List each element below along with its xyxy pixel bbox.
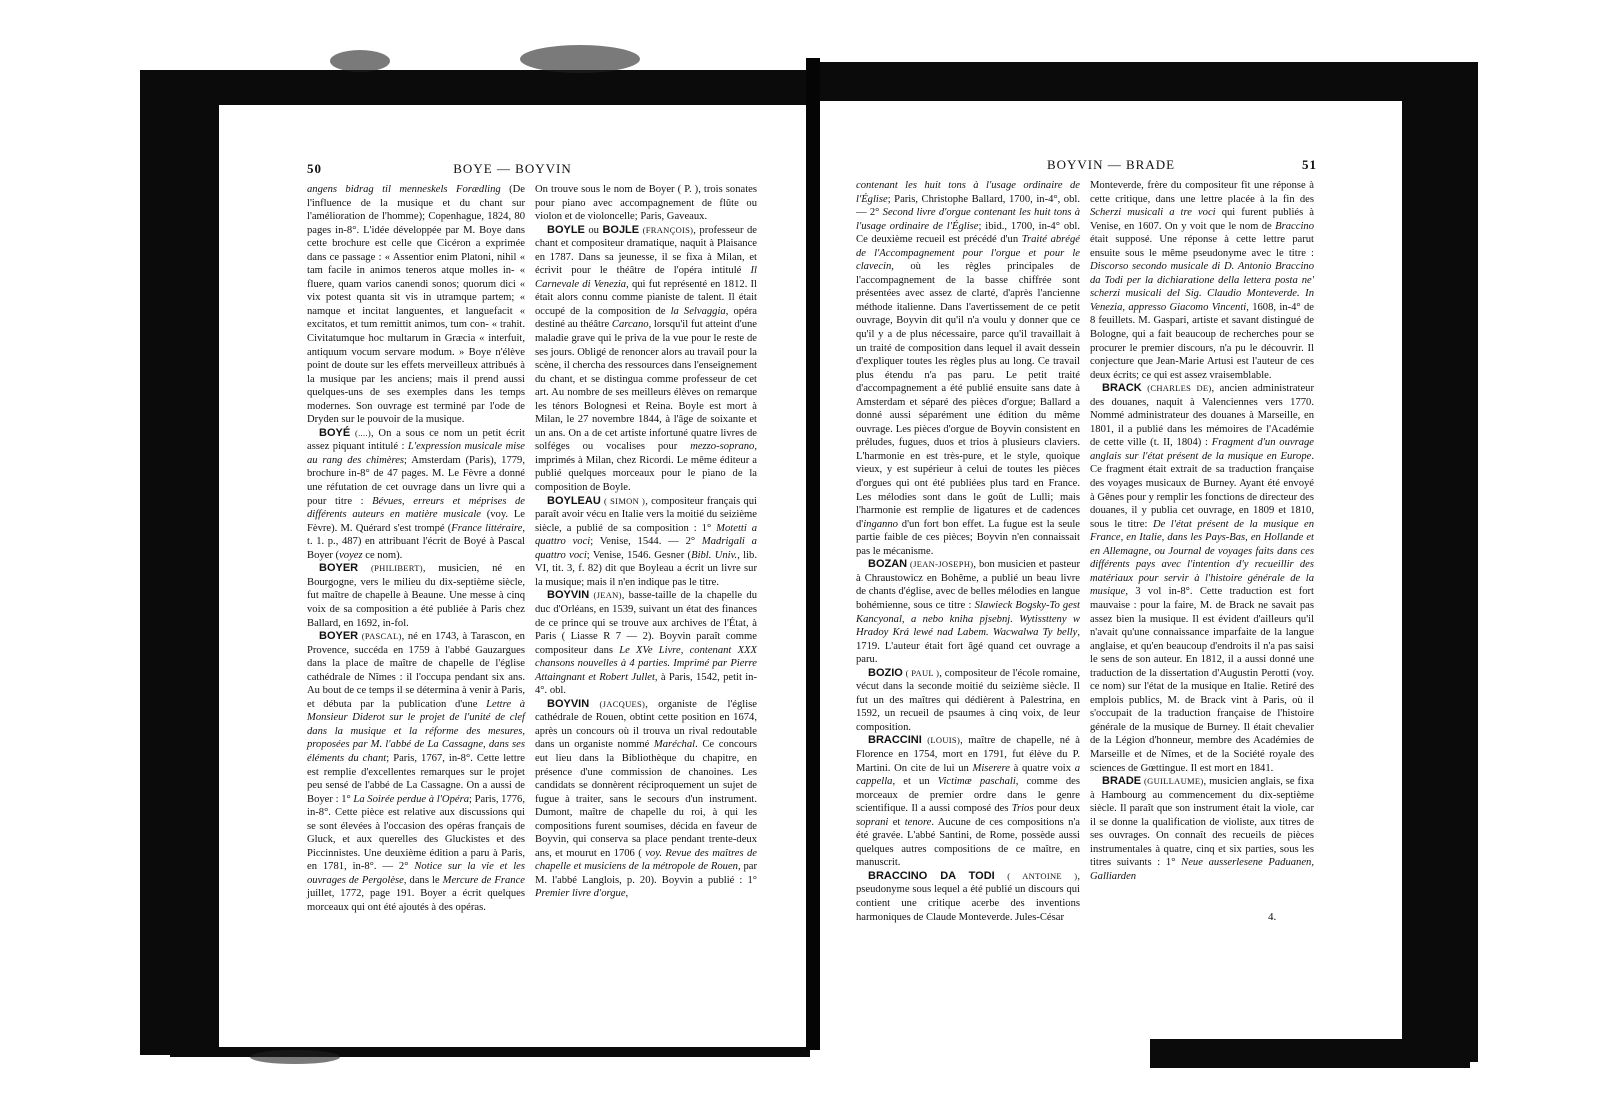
italic-title: mezzo-soprano xyxy=(690,441,755,453)
entry-firstname: ( SIMON ) xyxy=(604,495,646,506)
italic-title: Motetti a quattro voci xyxy=(535,522,758,548)
italic-title: Il Carnevale di Venezia xyxy=(535,265,757,290)
italic-title: Lettre à Monsieur Diderot sur le projet de l'unité de clef dans la musique et la réforme des mesures, proposées par M. l'abbé de La Cassagne, dans ses éléments du chant xyxy=(307,698,526,764)
entry-firstname: ( PAUL ) xyxy=(905,667,940,678)
italic-title: La Soirée perdue à l'Opéra xyxy=(353,793,470,805)
entry-firstname: ( ANTOINE ) xyxy=(1007,870,1078,881)
italic-title: Neue ausserlesene Paduanen, Galliarden xyxy=(1090,857,1314,882)
dictionary-entry: BRADE (GUILLAUME), musicien anglais, se fixa à Hambourg au commencement du dix-septième siècle. Il paraît que son instrument était la viole, car il se donne la qualification de violiste, aux titres de ses ouvrages. On connaît des recueils de pièces instrumentales à quatre, cinq et six parties, sous les titres suivants : 1° Neue ausserlesene Paduanen, Galliarden xyxy=(1090,775,1314,882)
italic-title: Madrigali a quattro voci xyxy=(535,536,757,561)
italic-title: voyez xyxy=(339,549,363,561)
dictionary-entry: BOYVIN (JACQUES), organiste de l'église cathédrale de Rouen, obtint cette position en 1674, après un concours où il trouva un rival redoutable dans un organiste nommé Maréchal. Ce concours eut lieu dans la Bibliothèque du chapitre, en présence d'une commission de chanoines. Les candidats se donnèrent réciproquement un sujet de fugue à traiter, sans le secours d'un instrument. Dumont, maître de chapelle du roi, à qui les compositions furent soumises, décida en faveur de Boyvin, qui conserva sa place pendant trente-deux ans, et mourut en 1706 ( voy. Revue des maîtres de chapelle et musiciens de la métropole de Rouen, par M. l'abbé Langlois, p. 20). Boyvin a publié : 1° Premier livre d'orgue, xyxy=(535,697,758,900)
running-head-title: BOYVIN — BRADE xyxy=(1046,157,1176,172)
italic-title: Bévues, erreurs et méprises de différents auteurs en matière musicale xyxy=(307,495,525,521)
scan-border-right-side xyxy=(1398,62,1478,1062)
italic-title: Scherzi musicali a tre voci xyxy=(1090,207,1216,219)
italic-title: contenant les huit tons à l'usage ordinaire de l'Église xyxy=(856,180,1080,205)
scan-border-left-top xyxy=(140,70,820,110)
entry-headword: BOYVIN xyxy=(547,697,590,710)
italic-title: Bibl. Univ. xyxy=(691,549,738,561)
continued-paragraph: Monteverde, frère du compositeur fit une réponse à cette critique, dans une lettre placée à la fin des Scherzi musicali a tre voci qui furent publiés à Venise, en 1607. On y voit que le nom de Braccino était supposé. Une réponse à cette lettre parut ensuite sous le même pseudonyme avec le titre : Discorso secondo musicale di D. Antonio Braccino da Todi per la dichiaratione della lettera posta ne' scherzi musicali del Sig. Claudio Monteverde. In Venezia, appresso Giacomo Vincenti, 1608, in-4° de 8 feuillets. M. Gaspari, artiste et savant distingué de Bologne, qui a fait beaucoup de recherches pour se procurer le premier discours, n'a pu le découvrir. Il conjecture que Jean-Marie Artusi est l'auteur de ces deux écrits; ce qui est assez vraisemblable. xyxy=(1090,180,1315,381)
italic-title: Braccino xyxy=(1275,220,1314,232)
running-head-title: BOYE — BOYVIN xyxy=(453,161,572,176)
running-head xyxy=(219,161,806,179)
continued-paragraph: angens bidrag til menneskels Forædling (De l'influence de la musique et du chant sur l'amélioration de l'homme); Copenhague, 1824, 80 pages in-8°. L'idée développée par M. Boye dans cette brochure est celle que Cicéron a exprimée dans ce passage : « Assentior enim Platoni, nihil « tam facile in animos teneros atque molles in- « fluere, quam varios canendi sonos; quorum dici « vix potest quanta sit vis in utramque partem; « namque et incitat languentes, et languefacit « excitatos, et tum remittit animos, tum con- « trahit. Civitatumque hoc multarum in Græcia « interfuit, antiquum vocum servare modum. » Boye n'élève point de doute sur les effets merveilleux attribués à la musique par les anciens; mais il prend aussi quelques-uns de ses exemples dans les temps modernes. Son ouvrage est terminé par l'ode de Dryden sur le pouvoir de la musique. xyxy=(307,184,525,426)
dictionary-entry: BRACCINO DA TODI ( ANTOINE ), pseudonyme sous lequel a été publié un discours qui contient une critique acerbe des inventions harmoniques de Claude Monteverde. Jules-César xyxy=(856,869,1080,923)
entry-firstname: (PASCAL) xyxy=(361,631,402,642)
entry-firstname: (GUILLAUME) xyxy=(1144,776,1204,787)
italic-title: la Selvaggia xyxy=(670,305,726,317)
italic-title: Carcano xyxy=(611,319,649,331)
entry-headword: BOZIO xyxy=(868,666,903,679)
entry-firstname: (JACQUES) xyxy=(599,698,646,709)
italic-title: France littéraire xyxy=(451,522,523,534)
italic-title: Premier livre d'orgue, xyxy=(535,888,629,900)
scan-noise xyxy=(520,45,640,73)
italic-title: Second livre d'orgue contenant les huit tons à l'usage ordinaire de l'Église xyxy=(856,207,1081,232)
running-head xyxy=(820,157,1402,175)
scan-noise xyxy=(250,1050,340,1064)
italic-title: Fragment d'un ouvrage anglais sur l'état présent de la musique en Europe xyxy=(1090,437,1314,462)
italic-title: Traité abrégé de l'Accompagnement pour l'orgue et pour le clavecin xyxy=(856,234,1080,273)
scan-border-right-bottom xyxy=(1150,1038,1470,1068)
entry-headword: BOYER xyxy=(319,562,359,575)
italic-title: Miserere xyxy=(972,762,1010,774)
dictionary-entry: BOZAN (JEAN-JOSEPH), bon musicien et pasteur à Chraustowicz en Bohême, a publié un beau livre de chants d'église, avec de belles mélodies en langue bohémienne, sous ce titre : Slawieck Bogsky-To gest Kancyonal, a nebo kniha pjsebnj. Wytisstteny w Hradoy Krá lewé nad Labem. Wacwalwa Ty belly, 1719. L'auteur était fort âgé quand cet ouvrage a paru. xyxy=(856,558,1080,666)
dictionary-entry: BRACCINI (LOUIS), maître de chapelle, né à Florence en 1754, mort en 1791, fut élève du P. Martini. On cite de lui un Miserere à quatre voix a cappella, et un Victimæ paschali, comme des morceaux de premier ordre dans le genre scientifique. Il a aussi composé des Trios pour deux soprani et tenore. Aucune de ces compositions n'a été gravée. L'abbé Santini, de Rome, possède aussi quelques autres compositions de ce maître, en manuscrit. xyxy=(856,734,1081,869)
page-number: 50 xyxy=(307,161,322,176)
italic-title: L'expression musicale mise au rang des chimères xyxy=(307,441,525,466)
entry-headword: BOYÉ xyxy=(319,426,351,439)
entry-firstname: (JEAN) xyxy=(593,590,622,601)
italic-title: voy. Revue des maîtres de chapelle et musiciens de la métropole de Rouen xyxy=(535,847,757,873)
entry-headword: BRACCINO DA TODI xyxy=(868,869,995,882)
dictionary-entry: BOYER (PHILIBERT), musicien, né en Bourgogne, vers le milieu du dix-septième siècle, fut maître de chapelle à Beaune. Une messe à cinq voix de sa composition a été publiée à Paris chez Ballard, en 1692, in-fol. xyxy=(307,562,525,629)
italic-title: Maréchal xyxy=(653,739,696,751)
italic-title: Slawieck Bogsky-To gest Kancyonal, a nebo kniha pjsebnj. Wytisstteny w Hradoy Krá lewé nad Labem. Wacwalwa Ty belly xyxy=(856,599,1080,639)
entry-headword: BOYVIN xyxy=(547,589,590,602)
entry-headword: BOYLE xyxy=(547,223,585,236)
entry-headword: BRACCINI xyxy=(868,734,922,747)
entry-headword: BRADE xyxy=(1102,775,1142,788)
entry-firstname: (LOUIS) xyxy=(927,735,961,746)
entry-headword: BOJLE xyxy=(602,223,640,236)
italic-title: Notice sur la vie et les ouvrages de Pergolèse xyxy=(307,861,525,886)
signature-mark: 4. xyxy=(1268,911,1277,923)
italic-title: angens bidrag til menneskels Forædling xyxy=(307,184,501,195)
continued-paragraph: contenant les huit tons à l'usage ordinaire de l'Église; Paris, Christophe Ballard, 1700, in-4°, obl. — 2° Second livre d'orgue contenant les huit tons à l'usage ordinaire de l'Église; ibid., 1700, in-4° obl. Ce deuxième recueil est précédé d'un Traité abrégé de l'Accompagnement pour l'orgue et pour le clavecin, où les règles principales de l'accompagnement de la basse chiffrée sont présentées avec assez de clarté, d'après l'ancienne méthode italienne. Dans l'avertissement de ce petit ouvrage, Boyvin dit qu'il n'a voulu y donner que ce qu'il y a de plus nécessaire, parce qu'il travaillait à un traité de composition dans lequel il avait dessein d'expliquer toutes les règles plus au long. Ce travail plus étendu n'a pas paru. Le petit traité d'accompagnement a été publié ensuite sans date à Amsterdam et séparé des pièces d'orgue; Ballard a donné aussi séparément une édition du même ouvrage. Les pièces d'orgue de Boyvin consistent en préludes, fugues, duos et trios à plusieurs claviers. L'harmonie en est très-pure, et le style, quoique vieux, y est supérieur à celui de toutes les pièces d'orgues qui ont été publiées plus tard en France. Les mélodies sont dans le goût de Lulli; mais l'harmonie est remplie de ligatures et de cadences d'inganno d'un fort bon effet. La fugue est la seule partie faible de ces pièces; Boyvin n'en connaissait pas le mécanisme. xyxy=(856,180,1081,557)
dictionary-entry: BRACK (CHARLES DE), ancien administrateur des douanes, naquit à Valenciennes vers 1770. Nommé administrateur des douanes à Marseille, en 1801, il a publié dans les mémoires de l'Académie de cette ville (t. II, 1804) : Fragment d'un ouvrage anglais sur l'état présent de la musique en Europe. Ce fragment était extrait de sa traduction française des voyages musicaux de Burney. Ayant été envoyé à Gênes pour y remplir les fonctions de directeur des douanes, il y publia cet ouvrage, en 1809 et 1810, sous le titre: De l'état présent de la musique en France, en Italie, dans les Pays-Bas, en Hollande et en Allemagne, ou Journal de voyages faits dans ces différents pays avec l'intention d'y recueillir des matériaux pour servir à l'histoire générale de la musique, 3 vol in-8°. Cette traduction est fort mauvaise : pour la faire, M. de Brack ne savait pas assez bien la musique. Il est évident d'ailleurs qu'il n'avait qu'une connaissance imparfaite de la langue anglaise, et qu'en beaucoup d'endroits il n'a pas saisi le sens de son auteur. En 1812, il a aussi donné une traduction de la dissertation d'Augustin Perotti (voy. ce nom) sur l'état de la musique en Italie. Retiré des emplois publics, M. de Brack vint à Paris, où il s'occupait de la traduction française de l'histoire générale de la musique de Burney. Il était chevalier de la Légion d'honneur, membre des Académies de Marseille et de Nîmes, et de la Société royale des sciences de Gœttingue. Il est mort en 1841. xyxy=(1090,382,1314,774)
dictionary-entry: BOYLE ou BOJLE (FRANÇOIS), professeur de chant et compositeur dramatique, naquit à Plaisance en 1787. Dans sa jeunesse, il se fixa à Milan, et écrivit pour le théâtre de l'opéra intitulé Il Carnevale di Venezia, qui fut représenté en 1812. Il était alors connu comme pianiste de talent. Il était occupé de la composition de la Selvaggia, opéra destiné au théâtre Carcano, lorsqu'il fut atteint d'une maladie grave qui le priva de la vue pour le reste de ses jours. Obligé de renoncer alors au travail pour la scène, il chercha des ressources dans l'enseignement du chant, et se distingua comme professeur de cet art. Au nombre de ses meilleurs élèves on remarque les ténors Bolognesi et Reina. Boyle est mort à Milan, le 27 novembre 1844, à l'âge de soixante et un ans. On a de cet artiste infortuné quatre livres de solféges ou vocalises pour mezzo-soprano, imprimés à Milan, chez Ricordi. Le même éditeur a publié quelques morceaux pour le piano de la composition de Boyle. xyxy=(535,223,758,494)
page-number: 51 xyxy=(1302,157,1317,172)
dictionary-entry: BOYVIN (JEAN), basse-taille de la chapelle du duc d'Orléans, en 1539, suivant un état des finances de ce prince qui se trouve aux archives de l'État, à Paris ( Liasse R 7 — 2). Boyvin paraît comme compositeur dans Le XVe Livre, contenant XXX chansons nouvelles à 4 parties. Imprimé par Pierre Attaingnant et Robert Jullet, à Paris, 1542, petit in-4°. obl. xyxy=(535,589,757,697)
entry-firstname: (PHILIBERT) xyxy=(370,563,423,574)
text-column-2 xyxy=(1090,179,1314,883)
entry-firstname: (FRANÇOIS) xyxy=(642,224,694,235)
entry-headword: BOYER xyxy=(319,630,359,643)
italic-title: inganno xyxy=(863,518,898,530)
entry-firstname: (....) xyxy=(355,427,371,438)
italic-title: a cappella xyxy=(856,762,1080,788)
dictionary-entry: BOYLEAU ( SIMON ), compositeur français qui paraît avoir vécu en Italie vers la moitié du seizième siècle, a publié de sa composition : 1° Motetti a quattro voci; Venise, 1544. — 2° Madrigali a quattro voci; Venise, 1546. Gesner (Bibl. Univ., lib. VI, tit. 3, f. 82) dit que Boyleau a écrit un livre sur la musique; mais il n'en indique pas le titre. xyxy=(535,494,758,588)
dictionary-entry: BOYER (PASCAL), né en 1743, à Tarascon, en Provence, succéda en 1759 à l'abbé Gauzargues dans la place de maître de chapelle de l'église cathédrale de Nîmes : il l'occupa pendant six ans. Au bout de ce temps il se détermina à venir à Paris, et débuta par la publication d'une Lettre à Monsieur Diderot sur le projet de l'unité de clef dans la musique et la réforme des mesures, proposées par M. l'abbé de La Cassagne, dans ses éléments du chant; Paris, 1767, in-8°. Cette lettre est remplie d'excellentes remarques sur le projet peu sensé de l'abbé de La Cassagne. On a aussi de Boyer : 1° La Soirée perdue à l'Opéra; Paris, 1776, in-8°. Cette pièce est relative aux discussions qui se sont élevées à l'occasion des opéras français de Gluck, et aux querelles des Gluckistes et des Piccinnistes. Une deuxième édition a paru à Paris, en 1781, in-8°. — 2° Notice sur la vie et les ouvrages de Pergolèse, dans le Mercure de France juillet, 1772, page 191. Boyer a écrit quelques morceaux qui ont été ajoutés à des opéras. xyxy=(307,630,526,913)
italic-title: Le XVe Livre, contenant XXX chansons nouvelles à 4 parties. Imprimé par Pierre Attaingnant et Robert Jullet xyxy=(535,644,757,683)
book-spine xyxy=(806,58,820,1050)
text-column-1 xyxy=(307,183,525,915)
dictionary-entry: BOYÉ (....), On a sous ce nom un petit écrit assez piquant intitulé : L'expression musicale mise au rang des chimères; Amsterdam (Paris), 1779, brochure in-8° de 47 pages. M. Le Fèvre a donné une réfutation de cet ouvrage dans un livre qui a pour titre : Bévues, erreurs et méprises de différents auteurs en matière musicale (voy. Le Fèvre). M. Quérard s'est trompé (France littéraire, t. 1. p., 487) en attribuant l'écrit de Boyé à Pascal Boyer (voyez ce nom). xyxy=(307,426,525,561)
left-page xyxy=(219,105,806,1047)
italic-title: Victimæ paschali xyxy=(937,776,1016,788)
italic-title: tenore xyxy=(904,816,932,828)
entry-headword: BOZAN xyxy=(868,558,908,571)
dictionary-entry: BOZIO ( PAUL ), compositeur de l'école romaine, vécut dans la seconde moitié du seizième siècle. Il fut un des maîtres qui dédièrent à Palestrina, en 1592, un recueil de psaumes à cinq voix, de leur composition. xyxy=(856,666,1080,733)
entry-headword: BRACK xyxy=(1102,382,1142,395)
italic-title: Trios xyxy=(1011,803,1034,815)
entry-firstname: (CHARLES DE) xyxy=(1147,383,1212,394)
scan-border-right-top xyxy=(815,62,1465,104)
italic-title: Mercure de France xyxy=(442,874,525,886)
scan-noise xyxy=(330,50,390,72)
italic-title: soprani xyxy=(856,816,889,828)
text-column-1 xyxy=(856,179,1080,924)
italic-title: De l'état présent de la musique en France, en Italie, dans les Pays-Bas, en Hollande et en Allemagne, ou Journal de voyages faits dans ces différents pays avec l'intention d'y recueillir des matériaux pour servir à l'histoire générale de la musique xyxy=(1090,518,1314,598)
right-page xyxy=(820,101,1402,1039)
continued-paragraph: On trouve sous le nom de Boyer ( P. ), trois sonates pour piano avec accompagnement de flûte ou violon et de violoncelle; Paris, Gaveaux. xyxy=(535,184,757,223)
text-column-2 xyxy=(535,183,757,901)
entry-firstname: (JEAN-JOSEPH) xyxy=(910,559,974,570)
scan-border-left-side xyxy=(140,70,222,1055)
entry-headword: BOYLEAU xyxy=(547,494,601,507)
italic-title: Discorso secondo musicale di D. Antonio Braccino da Todi per la dichiaratione della lettera posta ne' scherzi musicali del Sig. Claudio Monteverde. In Venezia, appresso Giacomo Vincenti xyxy=(1090,261,1314,313)
